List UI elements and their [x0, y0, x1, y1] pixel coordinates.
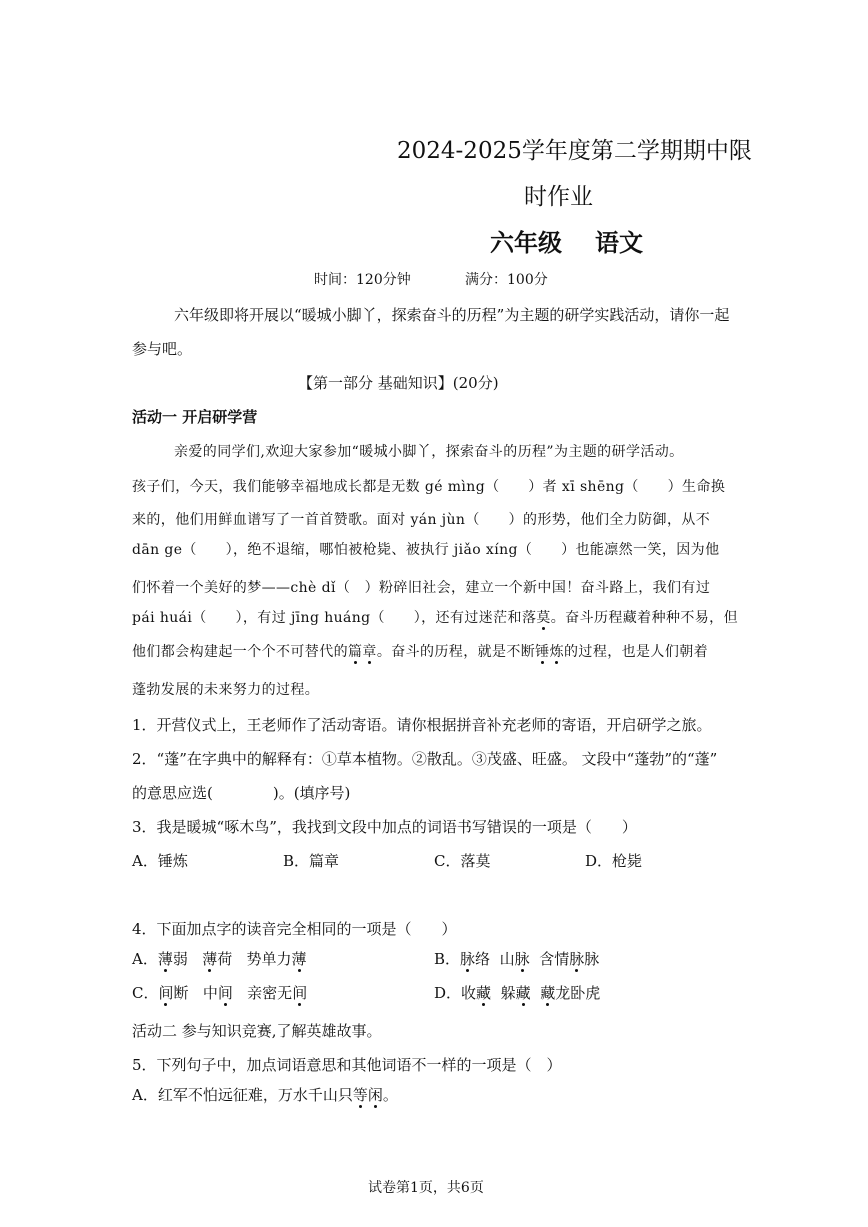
- intro-line-1: 六年级即将开展以“暖城小脚丫，探索奋斗的历程”为主题的研学实践活动，请你一起: [174, 306, 730, 324]
- passage-line-6: [132, 611, 738, 625]
- activity-one-heading: 活动一 开启研学营: [132, 408, 258, 426]
- option-text: 龙卧虎: [555, 984, 601, 1002]
- dotted-char: 闲: [367, 1086, 383, 1104]
- q4-option-d: [434, 986, 600, 1001]
- question-2-line-1: 2．“蓬”在字典中的解释有：①草本植物。②散乱。③茂盛、旺盛。 文段中“蓬勃”的“蓬”: [132, 750, 718, 768]
- dotted-char: 薄: [291, 950, 307, 968]
- option-text: 含情: [539, 950, 570, 968]
- option-label: C．: [132, 984, 159, 1002]
- option-text: 亲密无: [247, 984, 293, 1002]
- option-label: A．: [132, 950, 158, 968]
- dotted-char: 薄: [157, 950, 173, 968]
- q4-option-c: [132, 986, 307, 1001]
- passage-line-7: [132, 645, 708, 659]
- question-5: 5．下列句子中，加点词语意思和其他词语不一样的一项是（ ）: [132, 1056, 562, 1074]
- dotted-char: 锤: [535, 644, 550, 660]
- dotted-char: 篇: [348, 644, 363, 660]
- question-4: 4．下面加点字的读音完全相同的一项是（ ）: [132, 920, 457, 938]
- dotted-char: 脉: [514, 950, 530, 968]
- q3-option-b: B．篇章: [283, 852, 340, 870]
- dotted-char: 间: [292, 984, 308, 1002]
- dotted-char: 间: [158, 984, 174, 1002]
- option-char: 收: [461, 984, 477, 1002]
- passage-line-6-text: pái huái（ ），有过 jīng huáng（ ），还有过迷茫和落: [132, 610, 537, 626]
- dotted-char: 炼: [549, 644, 565, 660]
- q3-option-d: D．枪毙: [585, 852, 643, 870]
- passage-line-2: 孩子们，今天，我们能够幸福地成长都是无数 gé mìng（ ）者 xī shēng（ ）生命换: [132, 479, 726, 495]
- subject-label: 语文: [595, 228, 643, 257]
- option-char: 中: [202, 984, 218, 1002]
- passage-line-7-tail: 的过程，也是人们朝着: [564, 644, 709, 660]
- question-1: 1．开营仪式上，王老师作了活动寄语。请你根据拼音补充老师的寄语，开启研学之旅。: [132, 716, 712, 734]
- option-label: D．: [434, 984, 462, 1002]
- title-line-2: 时作业: [524, 184, 593, 210]
- q3-option-c: C．落莫: [434, 852, 491, 870]
- dotted-char: 脉: [460, 950, 476, 968]
- q4-option-b: [434, 952, 599, 967]
- passage-line-6-tail: 。奋斗历程藏着种种不易，但: [550, 610, 738, 626]
- dotted-char: 薄: [202, 950, 218, 968]
- q3-option-a: A．锤炼: [132, 852, 188, 870]
- passage-line-7-mid: 。奋斗的历程，就是不断: [376, 644, 536, 660]
- option-char: 脉: [584, 950, 600, 968]
- option-char: 山: [499, 950, 515, 968]
- q4-option-a: [132, 952, 307, 967]
- option-char: 络: [475, 950, 491, 968]
- dotted-char: 等: [352, 1086, 368, 1104]
- section-heading: 【第一部分 基础知识】(20分): [298, 374, 499, 392]
- passage-line-4: dān ge（ ），绝不退缩，哪怕被枪毙、被执行 jiǎo xíng（ ）也能凛然一笑，因为他: [132, 542, 720, 558]
- option-char: 躲: [500, 984, 516, 1002]
- option-text: 势单力: [246, 950, 292, 968]
- dotted-char: 莫: [536, 610, 551, 626]
- exam-time: 时间：120分钟: [314, 272, 411, 288]
- q5-option-a: [132, 1088, 398, 1103]
- passage-line-5: 们怀着一个美好的梦——chè dǐ（ ）粉碎旧社会，建立一个新中国！奋斗路上，我们有过: [132, 580, 711, 596]
- option-char: 弱: [172, 950, 188, 968]
- dotted-char: 藏: [540, 984, 556, 1002]
- title-line-1: 2024-2025学年度第二学期期中限: [397, 138, 752, 164]
- page-footer: 试卷第1页，共6页: [368, 1180, 484, 1196]
- option-char: 荷: [217, 950, 233, 968]
- passage-line-7-text: 他们都会构建起一个个不可替代的: [132, 644, 348, 660]
- passage-line-8: 蓬勃发展的未来努力的过程。: [132, 682, 320, 698]
- option-char: 断: [173, 984, 189, 1002]
- dotted-char: 藏: [476, 984, 492, 1002]
- dotted-char: 章: [362, 644, 377, 660]
- dotted-char: 间: [217, 984, 233, 1002]
- dotted-char: 脉: [569, 950, 585, 968]
- dotted-char: 藏: [515, 984, 531, 1002]
- option-char: 。: [382, 1086, 398, 1104]
- passage-line-1: 亲爱的同学们,欢迎大家参加“暖城小脚丫，探索奋斗的历程”为主题的研学活动。: [174, 444, 684, 460]
- grade-label: 六年级: [490, 228, 562, 257]
- activity-two-heading: 活动二 参与知识竞赛,了解英雄故事。: [132, 1022, 382, 1040]
- question-2-line-2: 的意思应选( )。(填序号): [132, 784, 351, 802]
- passage-line-3: 来的，他们用鲜血谱写了一首首赞歌。面对 yán jùn（ ）的形势，他们全力防御，从不: [132, 512, 711, 528]
- option-label: B．: [434, 950, 461, 968]
- exam-score: 满分：100分: [465, 272, 548, 288]
- question-3: 3．我是暖城“啄木鸟”，我找到文段中加点的词语书写错误的一项是（ ）: [132, 818, 637, 836]
- option-text: A．红军不怕远征难，万水千山只: [132, 1086, 353, 1104]
- intro-line-2: 参与吧。: [132, 340, 193, 358]
